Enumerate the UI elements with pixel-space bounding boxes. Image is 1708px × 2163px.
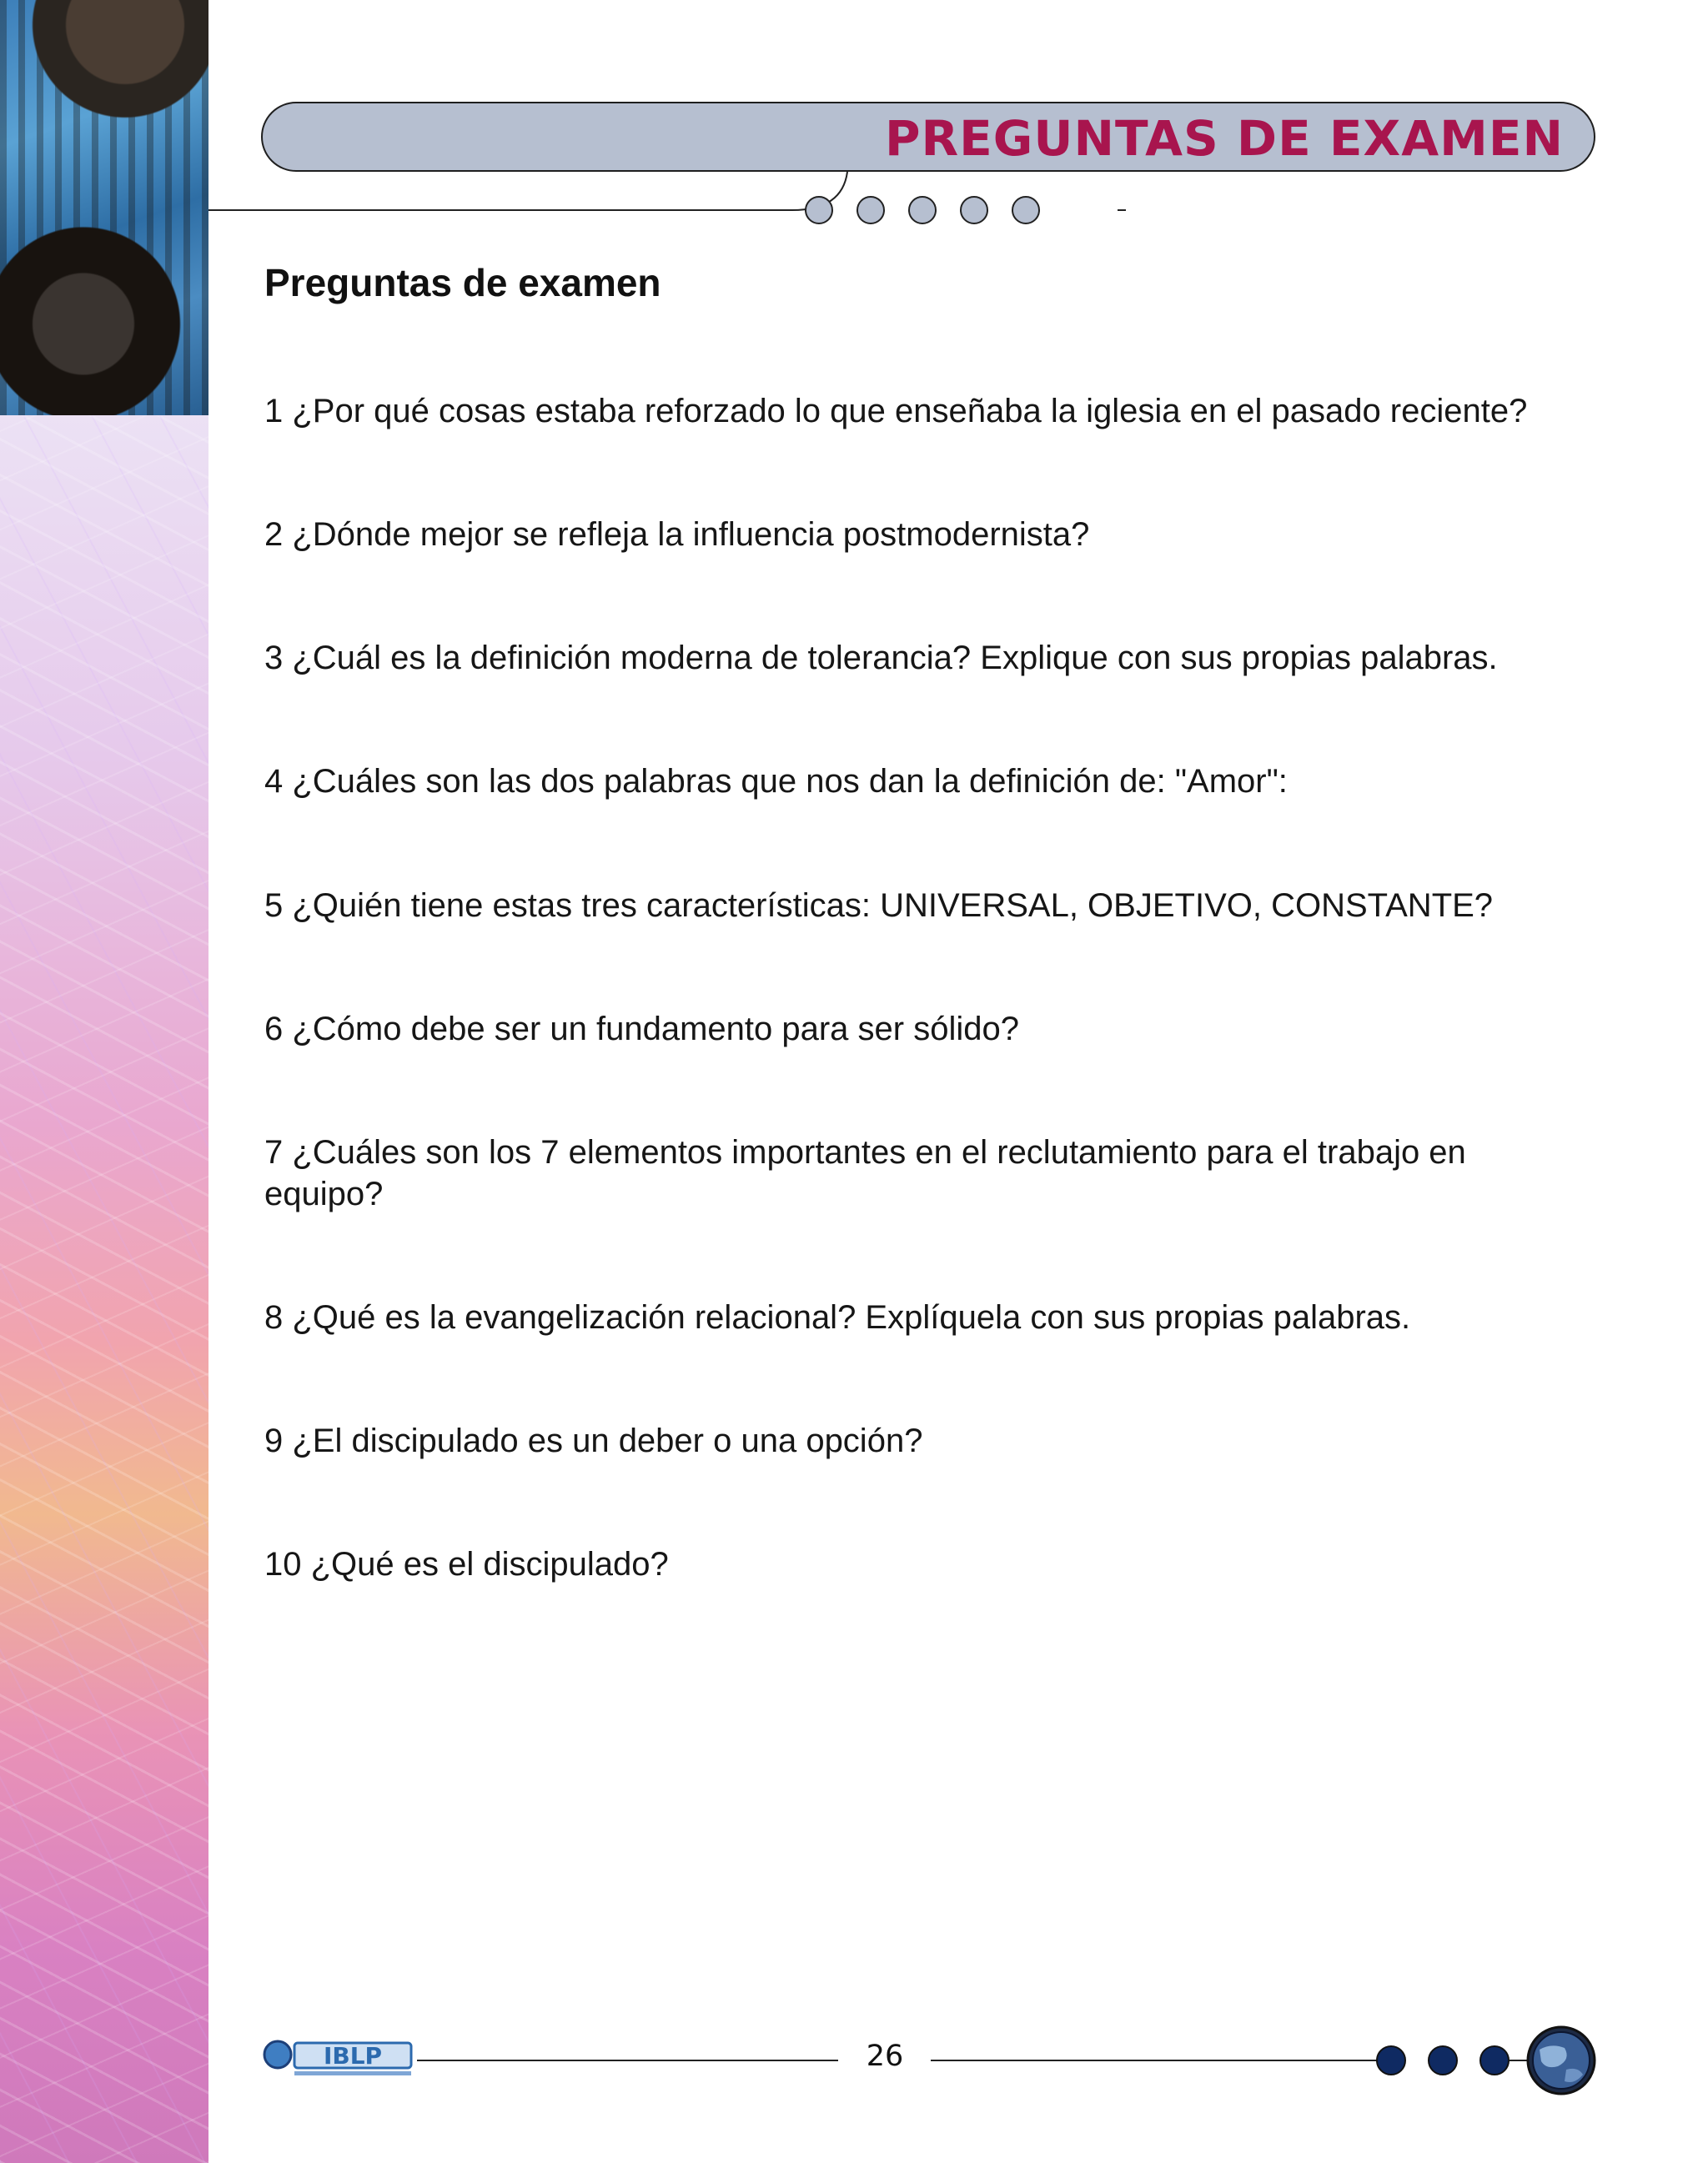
footer-rule-left: [417, 2060, 838, 2061]
logo-text: IBLP: [323, 2042, 383, 2070]
footer-dot: [1480, 2046, 1509, 2075]
question-item: 2 ¿Dónde mejor se refleja la influencia postmodernista?: [264, 516, 1090, 553]
question-item: 10 ¿Qué es el discipulado?: [264, 1546, 669, 1583]
footer-dot: [1377, 2046, 1405, 2075]
footer-dot: [1429, 2046, 1457, 2075]
page-title: PREGUNTAS DE EXAMEN: [884, 110, 1564, 167]
footer-decoration: [1368, 2023, 1601, 2098]
gears-photo: [0, 0, 208, 415]
decor-dot: [806, 197, 832, 223]
header-banner: [261, 102, 1595, 172]
decor-dot: [909, 197, 936, 223]
decor-dot: [961, 197, 987, 223]
question-item: 1 ¿Por qué cosas estaba reforzado lo que enseñaba la iglesia en el pasado reciente?: [264, 393, 1528, 429]
question-item: 7 ¿Cuáles son los 7 elementos importantes en el reclutamiento para el trabajo en equipo?: [264, 1134, 1466, 1212]
question-item: 8 ¿Qué es la evangelización relacional? Explíquela con sus propias palabras.: [264, 1299, 1411, 1336]
globe-icon: [1528, 2027, 1595, 2094]
decor-dot: [857, 197, 884, 223]
question-item: 5 ¿Quién tiene estas tres características: UNIVERSAL, OBJETIVO, CONSTANTE?: [264, 887, 1494, 924]
footer-rule-right: [931, 2060, 1398, 2061]
question-item: 9 ¿El discipulado es un deber o una opción?: [264, 1423, 923, 1459]
page-number: 26: [866, 2040, 904, 2073]
question-item: 4 ¿Cuáles son las dos palabras que nos dan la definición de: "Amor":: [264, 763, 1288, 800]
decorative-sidebar: [0, 0, 208, 2163]
section-heading: Preguntas de examen: [264, 261, 661, 304]
question-item: 3 ¿Cuál es la definición moderna de tolerancia? Explique con sus propias palabras.: [264, 640, 1498, 676]
decor-dot: [1012, 197, 1039, 223]
connector-line: [208, 172, 847, 210]
header-connector-decoration: [208, 167, 1126, 233]
iblp-logo: [261, 2035, 419, 2081]
question-item: 6 ¿Cómo debe ser un fundamento para ser sólido?: [264, 1011, 1019, 1047]
sidebar-edge: [208, 0, 210, 2163]
